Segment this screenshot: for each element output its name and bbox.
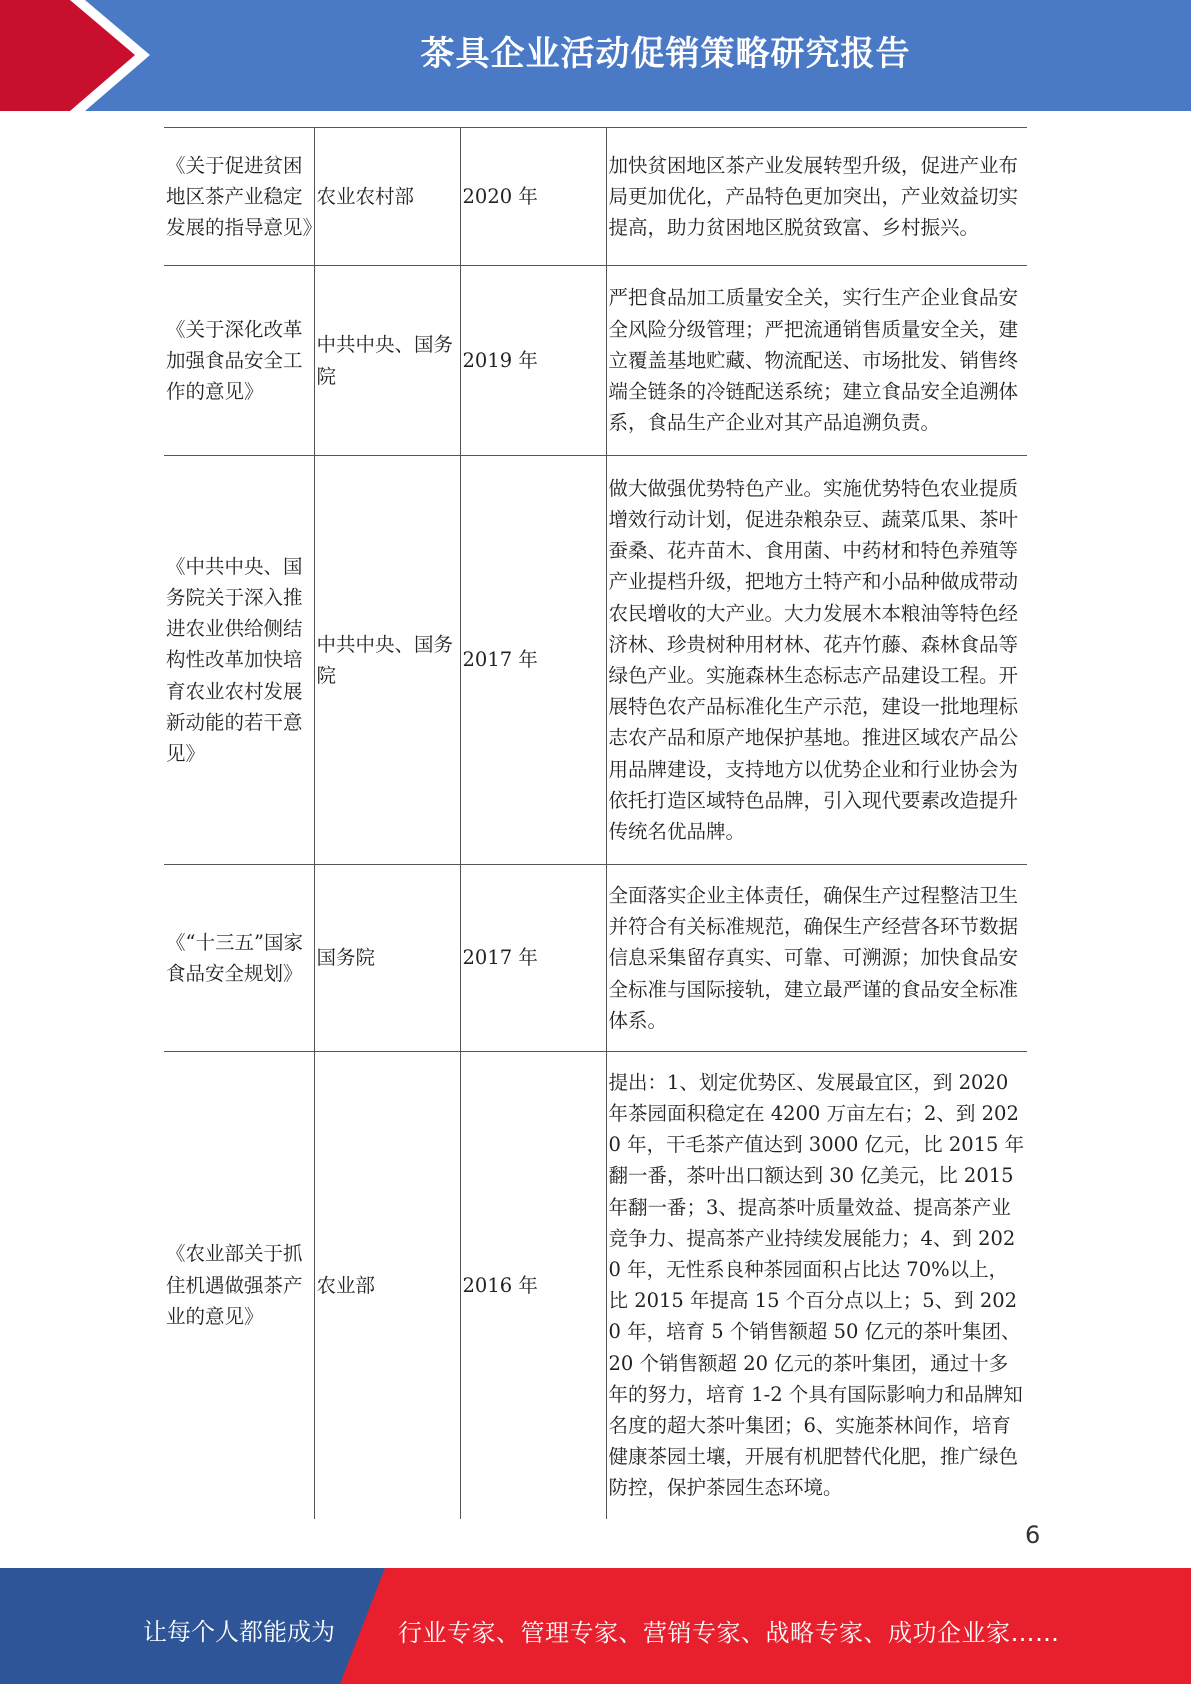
issuer-cell: 国务院 — [314, 865, 460, 1052]
year-cell: 2017 年 — [460, 456, 606, 865]
report-title: 茶具企业活动促销策略研究报告 — [420, 34, 911, 74]
year-cell: 2016 年 — [460, 1052, 606, 1519]
policy-name-cell: 《农业部关于抓住机遇做强茶产业的意见》 — [166, 1242, 303, 1328]
table-row — [164, 865, 1027, 1052]
table-row — [164, 456, 1027, 865]
page-header — [0, 0, 1191, 111]
content-cell: 提出：1、划定优势区、发展最宜区，到 2020 年茶园面积稳定在 4200 万亩左右；2、到 2020 年，干毛茶产值达到 3000 亿元，比 2015 年翻一番，茶叶出口额达到 30 亿美元，比 2015 年翻一番；3、提高茶叶质量效益、提高茶产业竞争力、提高茶产业持续发展能力；4、到 2020 年，无性系良种茶园面积占比达 70%以上，比 2015 年提高 15 个百分点以上；5、到 2020 年，培育 5 个销售额超 50 亿元的茶叶集团、20 个销售额超 20 亿元的茶叶集团，通过十多年的努力，培育 1-2 个具有国际影响力和品牌知名度的超大茶叶集团；6、实施茶林间作，培育健康茶园土壤，开展有机肥替代化肥，推广绿色防控，保护茶园生态环境。 — [606, 1052, 1027, 1519]
content-cell: 全面落实企业主体责任，确保生产过程整洁卫生并符合有关标准规范，确保生产经营各环节数据信息采集留存真实、可靠、可溯源；加快食品安全标准与国际接轨，建立最严谨的食品安全标准体系。 — [606, 865, 1027, 1052]
footer-slogan-right: 行业专家、管理专家、营销专家、战略专家、成功企业家…… — [398, 1619, 1060, 1647]
policy-name-cell: 《“十三五”国家食品安全规划》 — [166, 930, 303, 985]
issuer-cell: 中共中央、国务院 — [314, 266, 460, 456]
issuer-cell: 中共中央、国务院 — [314, 456, 460, 865]
footer-slogan-left: 让每个人都能成为 — [143, 1618, 335, 1646]
issuer-cell: 农业部 — [314, 1052, 460, 1519]
content-cell: 加快贫困地区茶产业发展转型升级，促进产业布局更加优化，产品特色更加突出，产业效益切实提高，助力贫困地区脱贫致富、乡村振兴。 — [606, 128, 1027, 266]
policy-table — [164, 127, 1027, 1519]
content-cell: 严把食品加工质量安全关，实行生产企业食品安全风险分级管理；严把流通销售质量安全关，建立覆盖基地贮藏、物流配送、市场批发、销售终端全链条的冷链配送系统；建立食品安全追溯体系，食品生产企业对其产品追溯负责。 — [606, 266, 1027, 456]
policy-name-cell: 《中共中央、国务院关于深入推进农业供给侧结构性改革加快培育农业农村发展新动能的若干意见》 — [166, 554, 303, 765]
issuer-cell: 农业农村部 — [314, 128, 460, 266]
content-cell: 做大做强优势特色产业。实施优势特色农业提质增效行动计划，促进杂粮杂豆、蔬菜瓜果、茶叶蚕桑、花卉苗木、食用菌、中药材和特色养殖等产业提档升级，把地方土特产和小品种做成带动农民增收的大产业。大力发展木本粮油等特色经济林、珍贵树种用材林、花卉竹藤、森林食品等绿色产业。实施森林生态标志产品建设工程。开展特色农产品标准化生产示范，建设一批地理标志农产品和原产地保护基地。推进区域农产品公用品牌建设，支持地方以优势企业和行业协会为依托打造区域特色品牌，引入现代要素改造提升传统名优品牌。 — [606, 456, 1027, 865]
policy-name-cell: 《关于深化改革加强食品安全工作的意见》 — [166, 317, 303, 404]
table-row — [164, 1052, 1027, 1519]
year-cell: 2019 年 — [460, 266, 606, 456]
page-number: 6 — [1025, 1521, 1041, 1549]
year-cell: 2020 年 — [460, 128, 606, 266]
year-cell: 2017 年 — [460, 865, 606, 1052]
policy-name-cell: 《关于促进贫困地区茶产业稳定发展的指导意见》 — [166, 153, 323, 240]
table-row — [164, 128, 1027, 266]
table-row — [164, 266, 1027, 456]
header-arrow-decoration — [0, 0, 160, 111]
